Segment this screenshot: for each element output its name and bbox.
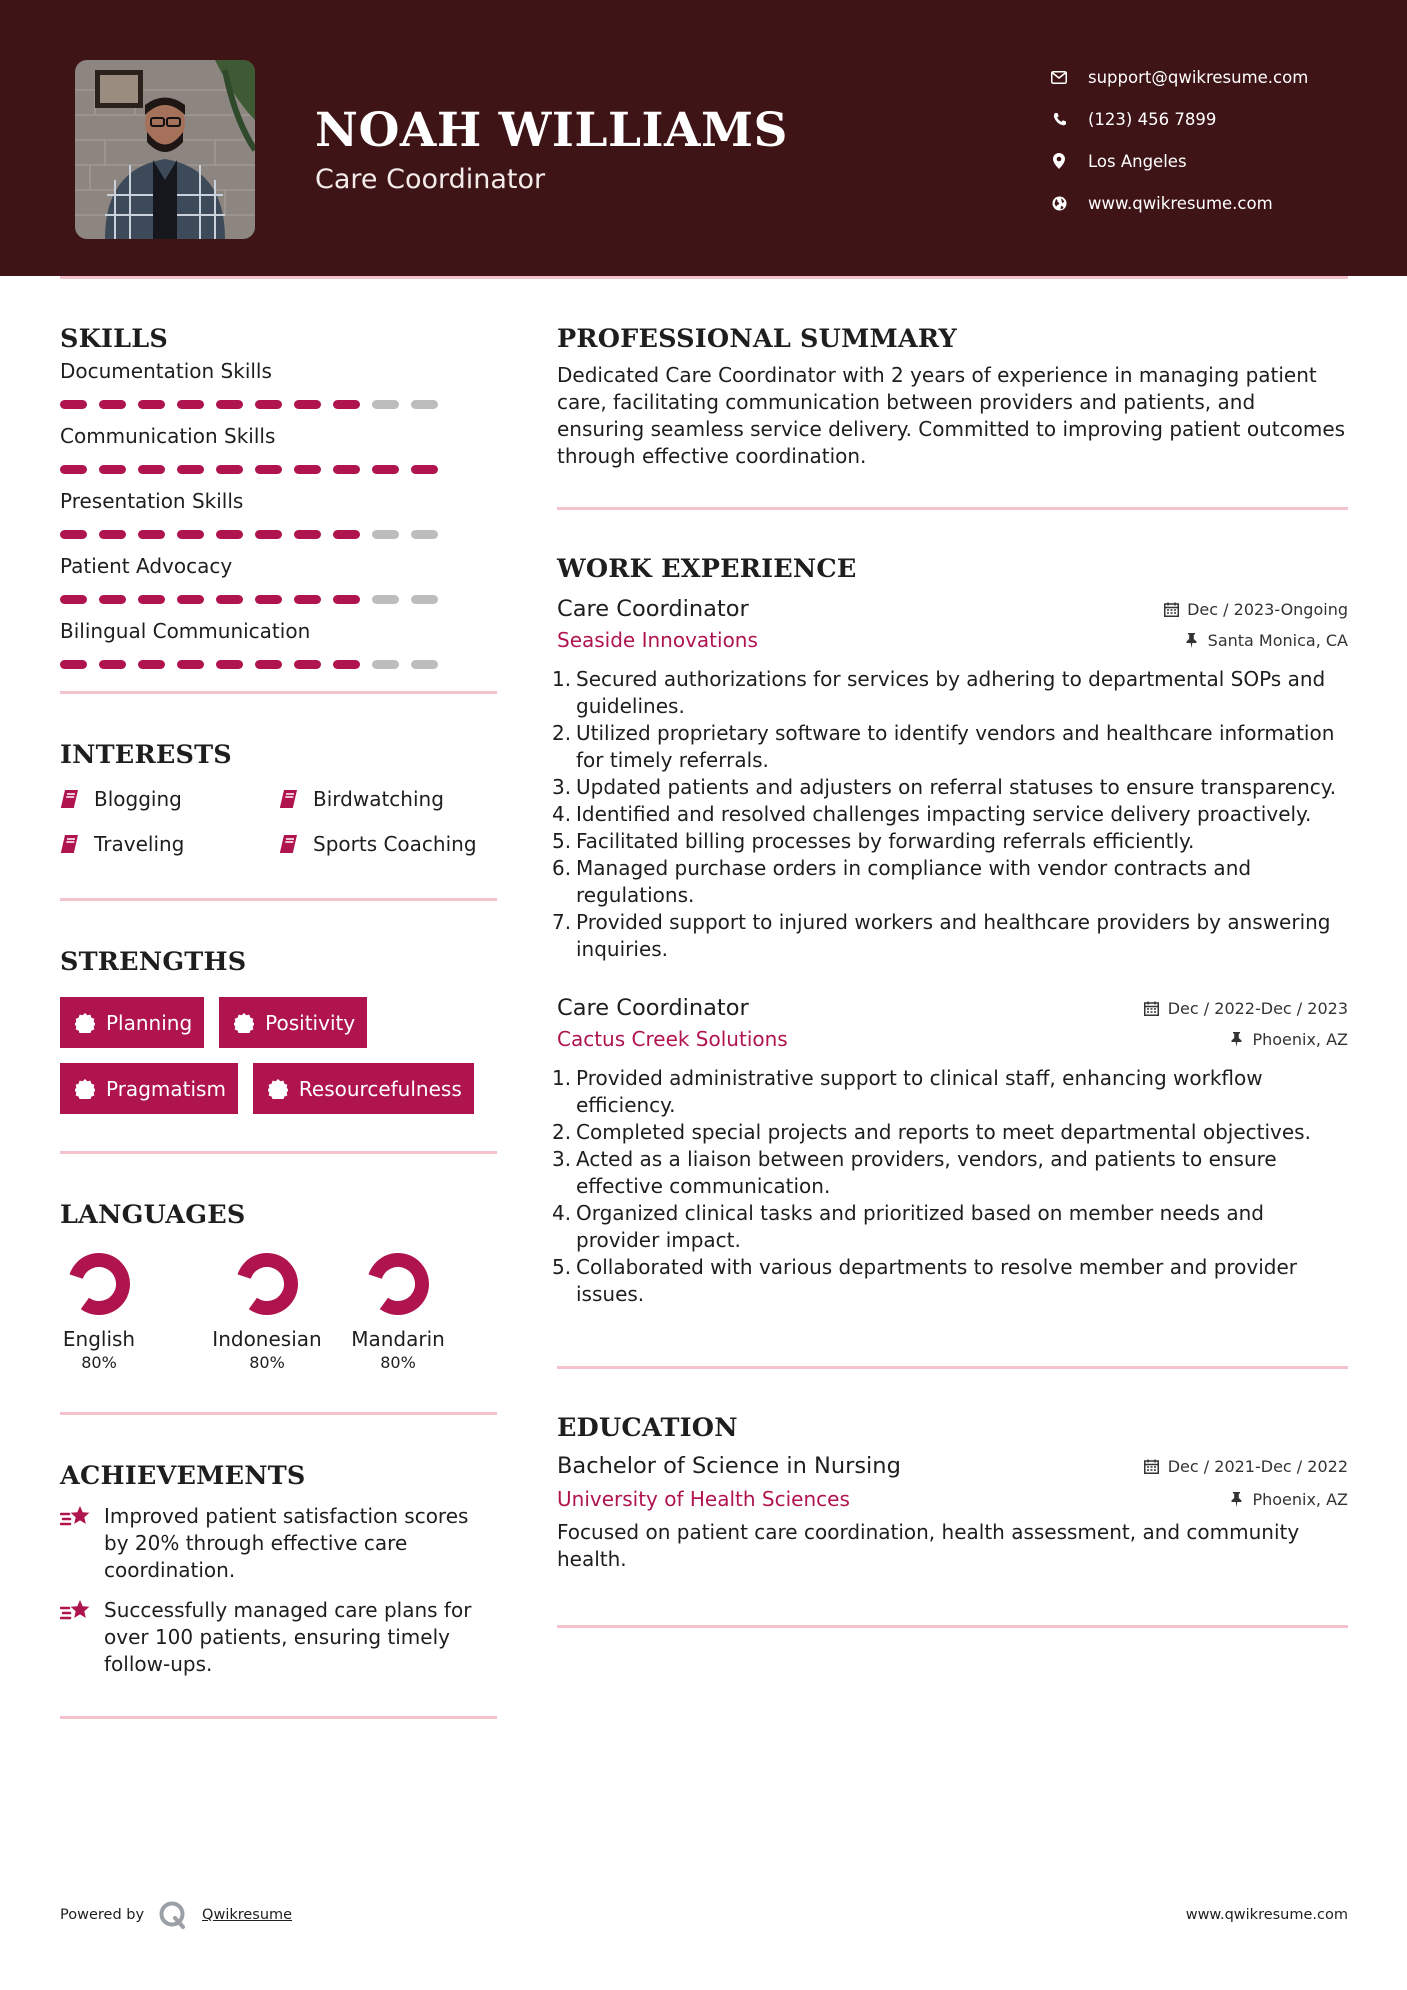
education-description: Focused on patient care coordination, health assessment, and community health.	[557, 1520, 1300, 1571]
language-percent: 80%	[81, 1353, 117, 1372]
strength-label: Planning	[106, 1010, 193, 1035]
strength-tag	[60, 997, 204, 1048]
section-divider	[60, 1716, 497, 1719]
globe-icon	[1050, 194, 1068, 212]
language-name: Indonesian	[212, 1327, 322, 1351]
resume-header	[0, 0, 1407, 276]
shooting-star-icon	[60, 1505, 92, 1531]
job-location-text: Phoenix, AZ	[1252, 1029, 1348, 1049]
education-title: EDUCATION	[557, 1413, 738, 1443]
skill-dot-filled	[177, 400, 204, 409]
skill-dot-empty	[411, 595, 438, 604]
skill-dot-filled	[255, 400, 282, 409]
skill-dot-filled	[294, 465, 321, 474]
section-divider	[60, 1412, 497, 1415]
skill-dot-filled	[255, 660, 282, 669]
skill-dot-filled	[177, 595, 204, 604]
company-name: Seaside Innovations	[557, 628, 758, 652]
languages-section	[60, 1198, 497, 1374]
left-column	[60, 322, 497, 1719]
qwikresume-logo-icon	[158, 1901, 188, 1929]
pushpin-icon	[1184, 632, 1200, 648]
interest-label: Sports Coaching	[313, 832, 477, 856]
skill-dot-filled	[138, 595, 165, 604]
skill-dot-filled	[60, 400, 87, 409]
experience-section	[552, 552, 1348, 1308]
section-divider	[557, 1625, 1348, 1628]
job-bullets	[552, 666, 1348, 963]
skill-dot-filled	[333, 595, 360, 604]
job-bullet: 5. Facilitated billing processes by forwarding referrals efficiently.	[552, 829, 1195, 853]
contact-phone-text: (123) 456 7899	[1088, 109, 1217, 129]
interest-label: Blogging	[94, 787, 182, 811]
summary-section	[557, 322, 1348, 470]
section-divider	[60, 1151, 497, 1154]
skill-dot-filled	[99, 400, 126, 409]
language-name: Mandarin	[351, 1327, 445, 1351]
achievements-title: ACHIEVEMENTS	[60, 1461, 306, 1491]
job-bullet: 1. Provided administrative support to clinical staff, enhancing workflow efficiency.	[557, 1065, 1348, 1119]
job-bullet: 4. Identified and resolved challenges impacting service delivery proactively.	[552, 802, 1312, 826]
skill-name: Presentation Skills	[60, 489, 244, 513]
company-name: Cactus Creek Solutions	[557, 1027, 788, 1051]
skill-dot-empty	[411, 400, 438, 409]
job-bullet-text: Organized clinical tasks and prioritized based on member needs and provider impact.	[576, 1201, 1264, 1252]
phone-icon	[1050, 110, 1068, 128]
strength-label: Pragmatism	[106, 1076, 226, 1101]
contact-email[interactable]	[1050, 56, 1380, 98]
summary-title: PROFESSIONAL SUMMARY	[557, 324, 957, 354]
job-bullet-text: Secured authorizations for services by adhering to departmental SOPs and guidelines.	[576, 667, 1326, 718]
job-bullet: 7. Provided support to injured workers and healthcare providers by answering inquiries.	[557, 909, 1348, 963]
interest-item	[279, 831, 497, 857]
book-icon	[279, 833, 299, 855]
skill-dot-filled	[255, 595, 282, 604]
skill-level-meter	[60, 660, 497, 669]
job-bullet-text: Updated patients and adjusters on referral statuses to ensure transparency.	[576, 775, 1337, 799]
qwikresume-link[interactable]: Qwikresume	[202, 1907, 293, 1923]
job-location-text: Santa Monica, CA	[1207, 630, 1348, 650]
badge-icon	[74, 1012, 96, 1034]
job-bullet-text: Provided administrative support to clinical staff, enhancing workflow efficiency.	[576, 1066, 1263, 1117]
language-percent: 80%	[380, 1353, 416, 1372]
section-divider	[60, 691, 497, 694]
languages-list	[60, 1252, 497, 1374]
book-icon	[60, 833, 80, 855]
job-bullet-text: Collaborated with various departments to resolve member and provider issues.	[576, 1255, 1298, 1306]
skill-dot-filled	[372, 465, 399, 474]
section-divider	[557, 507, 1348, 510]
job-bullet-text: Utilized proprietary software to identify vendors and healthcare information for timely referrals.	[576, 721, 1335, 772]
job-location	[1184, 631, 1348, 650]
contact-phone[interactable]	[1050, 98, 1380, 140]
skill-dot-filled	[216, 595, 243, 604]
skill-dot-filled	[177, 465, 204, 474]
skill-dot-filled	[177, 530, 204, 539]
contact-location-text: Los Angeles	[1088, 151, 1187, 171]
skill-dot-filled	[333, 400, 360, 409]
skill-name: Documentation Skills	[60, 359, 272, 383]
skills-section	[60, 322, 497, 669]
job-header	[557, 993, 1348, 1023]
language-ring	[235, 1252, 299, 1316]
strengths-section	[60, 945, 497, 1114]
interests-list	[60, 786, 497, 857]
pushpin-icon	[1228, 1031, 1244, 1047]
language-ring-arc	[76, 1260, 123, 1308]
job-bullet: 3. Updated patients and adjusters on referral statuses to ensure transparency.	[552, 775, 1337, 799]
skill-dot-filled	[60, 660, 87, 669]
skill-dot-filled	[294, 660, 321, 669]
skill-dot-filled	[138, 400, 165, 409]
calendar-icon	[1163, 601, 1179, 617]
strengths-list	[60, 997, 497, 1114]
powered-by	[60, 1901, 292, 1929]
footer	[60, 1900, 1348, 1930]
pushpin-icon	[1228, 1491, 1244, 1507]
job-bullet-text: Facilitated billing processes by forwarding referrals efficiently.	[576, 829, 1195, 853]
achievements-section	[60, 1459, 497, 1678]
interest-item	[279, 786, 497, 812]
job-subheader	[557, 626, 1348, 654]
skill-dot-filled	[216, 530, 243, 539]
skill-name: Bilingual Communication	[60, 619, 311, 643]
interests-title: INTERESTS	[60, 740, 232, 770]
skill-dot-filled	[294, 400, 321, 409]
education-header	[557, 1451, 1348, 1481]
interests-section	[60, 738, 497, 857]
job-bullets	[552, 1065, 1348, 1308]
skill-level-meter	[60, 400, 497, 409]
strength-label: Positivity	[265, 1010, 356, 1035]
job-bullet-text: Acted as a liaison between providers, vendors, and patients to ensure effective communication.	[576, 1147, 1277, 1198]
contact-list	[1050, 56, 1380, 224]
language-ring-arc	[375, 1260, 422, 1308]
skill-dot-filled	[216, 660, 243, 669]
degree-name: Bachelor of Science in Nursing	[557, 1453, 901, 1479]
shooting-star-icon	[60, 1599, 92, 1625]
skill-name: Communication Skills	[60, 424, 276, 448]
badge-icon	[74, 1078, 96, 1100]
language-ring	[366, 1252, 430, 1316]
skill-dot-filled	[99, 465, 126, 474]
skill-dot-filled	[216, 465, 243, 474]
job-entry	[552, 993, 1348, 1308]
job-bullet: 2. Utilized proprietary software to identify vendors and healthcare information for timely referrals.	[557, 720, 1348, 774]
skill-dot-filled	[294, 595, 321, 604]
job-bullet-text: Completed special projects and reports to meet departmental objectives.	[576, 1120, 1311, 1144]
achievement-text: Successfully managed care plans for over 100 patients, ensuring timely follow-ups.	[104, 1598, 472, 1676]
contact-website-text: www.qwikresume.com	[1088, 193, 1273, 213]
book-icon	[60, 788, 80, 810]
experience-title: WORK EXPERIENCE	[557, 554, 857, 584]
calendar-icon	[1144, 1458, 1160, 1474]
interest-label: Birdwatching	[313, 787, 444, 811]
skill-dot-filled	[138, 660, 165, 669]
job-title: Care Coordinator	[557, 596, 749, 622]
job-bullet: 6. Managed purchase orders in compliance with vendor contracts and regulations.	[557, 855, 1348, 909]
location-pin-icon	[1050, 152, 1068, 170]
school-name: University of Health Sciences	[557, 1487, 850, 1511]
skill-level-meter	[60, 465, 497, 474]
skill-dot-filled	[60, 530, 87, 539]
job-date	[1144, 999, 1348, 1018]
job-location	[1228, 1030, 1348, 1049]
skill-dot-filled	[333, 660, 360, 669]
skills-list	[60, 358, 497, 669]
job-subheader	[557, 1025, 1348, 1053]
strength-label: Resourcefulness	[298, 1076, 462, 1101]
interest-item	[60, 831, 279, 857]
skill-level-meter	[60, 595, 497, 604]
skill-name: Patient Advocacy	[60, 554, 233, 578]
skill-dot-empty	[372, 595, 399, 604]
achievement-item	[60, 1503, 497, 1584]
contact-location	[1050, 140, 1380, 182]
badge-icon	[233, 1012, 255, 1034]
job-date-text: Dec / 2022-Dec / 2023	[1167, 998, 1348, 1018]
skill-dot-filled	[411, 465, 438, 474]
header-divider	[60, 276, 1348, 279]
language-item	[208, 1252, 326, 1374]
education-date	[1144, 1457, 1348, 1476]
job-bullet-text: Managed purchase orders in compliance with vendor contracts and regulations.	[576, 856, 1252, 907]
job-bullet-text: Provided support to injured workers and healthcare providers by answering inquiries.	[576, 910, 1331, 961]
job-bullet: 4. Organized clinical tasks and prioritized based on member needs and provider impact.	[557, 1200, 1348, 1254]
skill-dot-empty	[372, 530, 399, 539]
skill-dot-filled	[138, 465, 165, 474]
interest-item	[60, 786, 279, 812]
strength-tag	[60, 1063, 238, 1114]
skill-dot-filled	[333, 530, 360, 539]
skill-dot-filled	[333, 465, 360, 474]
section-divider	[557, 1366, 1348, 1369]
candidate-role: Care Coordinator	[315, 164, 546, 195]
skill-dot-empty	[372, 400, 399, 409]
job-header	[557, 594, 1348, 624]
badge-icon	[267, 1078, 289, 1100]
job-bullet: 1. Secured authorizations for services by adhering to departmental SOPs and guidelines.	[557, 666, 1348, 720]
skill-dot-filled	[99, 595, 126, 604]
skills-title: SKILLS	[60, 324, 168, 354]
strength-tag	[219, 997, 367, 1048]
job-title: Care Coordinator	[557, 995, 749, 1021]
profile-photo	[75, 60, 255, 239]
skill-dot-filled	[255, 530, 282, 539]
achievement-text: Improved patient satisfaction scores by 20% through effective care coordination.	[104, 1504, 469, 1582]
job-bullet: 2. Completed special projects and reports to meet departmental objectives.	[552, 1120, 1311, 1144]
right-column	[552, 322, 1348, 1628]
education-location-text: Phoenix, AZ	[1252, 1489, 1348, 1509]
job-date	[1163, 600, 1348, 619]
skill-dot-filled	[177, 660, 204, 669]
job-bullet-text: Identified and resolved challenges impacting service delivery proactively.	[576, 802, 1312, 826]
envelope-icon	[1050, 68, 1068, 86]
strengths-title: STRENGTHS	[60, 947, 247, 977]
contact-email-text: support@qwikresume.com	[1088, 67, 1309, 87]
contact-website[interactable]	[1050, 182, 1380, 224]
strength-tag	[253, 1063, 474, 1114]
job-entry	[552, 594, 1348, 963]
job-bullet: 5. Collaborated with various departments to resolve member and provider issues.	[557, 1254, 1348, 1308]
job-bullet: 3. Acted as a liaison between providers, vendors, and patients to ensure effective communication.	[557, 1146, 1348, 1200]
skill-dot-empty	[411, 530, 438, 539]
skill-dot-filled	[294, 530, 321, 539]
summary-text: Dedicated Care Coordinator with 2 years of experience in managing patient care, facilitating communication between providers and patients, and ensuring seamless service delivery. Committed to improving patient outcomes through effective coordination.	[557, 363, 1346, 468]
interest-label: Traveling	[94, 832, 185, 856]
book-icon	[279, 788, 299, 810]
language-ring-arc	[244, 1260, 291, 1308]
education-section	[557, 1411, 1348, 1573]
language-ring	[67, 1252, 131, 1316]
skill-dot-filled	[60, 465, 87, 474]
languages-title: LANGUAGES	[60, 1200, 246, 1230]
language-item	[60, 1252, 138, 1374]
education-subheader	[557, 1485, 1348, 1513]
language-name: English	[62, 1327, 136, 1351]
skill-dot-filled	[138, 530, 165, 539]
skill-dot-filled	[216, 400, 243, 409]
footer-url[interactable]: www.qwikresume.com	[1185, 1907, 1348, 1923]
powered-by-label: Powered by	[60, 1907, 145, 1923]
skill-dot-filled	[255, 465, 282, 474]
section-divider	[60, 898, 497, 901]
education-location	[1228, 1490, 1348, 1509]
candidate-name: NOAH WILLIAMS	[315, 103, 788, 158]
skill-dot-empty	[411, 660, 438, 669]
skill-dot-filled	[99, 660, 126, 669]
job-date-text: Dec / 2023-Ongoing	[1187, 599, 1348, 619]
skill-level-meter	[60, 530, 497, 539]
skill-dot-filled	[60, 595, 87, 604]
skill-dot-empty	[372, 660, 399, 669]
calendar-icon	[1144, 1000, 1160, 1016]
education-date-text: Dec / 2021-Dec / 2022	[1167, 1456, 1348, 1476]
language-item	[348, 1252, 448, 1374]
skill-dot-filled	[99, 530, 126, 539]
language-percent: 80%	[249, 1353, 285, 1372]
achievement-item	[60, 1597, 497, 1678]
